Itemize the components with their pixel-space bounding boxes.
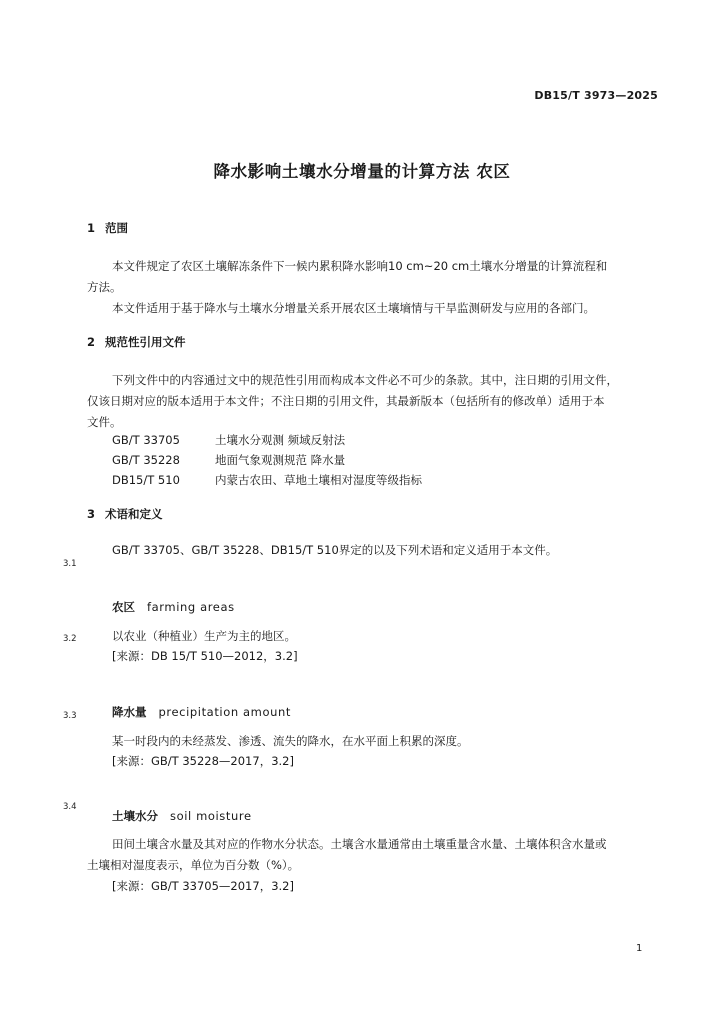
reference-code: GB/T 33705 bbox=[112, 433, 180, 447]
term-number: 3.3 bbox=[63, 711, 77, 721]
term-number: 3.2 bbox=[63, 634, 77, 644]
document-title: 降水影响土壤水分增量的计算方法 农区 bbox=[213, 162, 511, 181]
reference-code: GB/T 35228 bbox=[112, 453, 180, 467]
reference-item bbox=[112, 432, 345, 448]
term-zh: 降水量 bbox=[112, 705, 147, 719]
term-definition bbox=[87, 834, 607, 897]
text-line: 下列文件中的内容通过文中的规范性引用而构成本文件必不可少的条款。其中，注日期的引用文件， bbox=[112, 373, 618, 387]
section-title: 术语和定义 bbox=[105, 507, 163, 521]
term-number: 3.4 bbox=[63, 802, 77, 812]
page-number: 1 bbox=[636, 943, 643, 954]
term-zh: 土壤水分 bbox=[112, 809, 158, 823]
text-line: 仅该日期对应的版本适用于本文件；不注日期的引用文件，其最新版本（包括所有的修改单）适用于本 bbox=[87, 394, 605, 408]
reference-item bbox=[112, 452, 345, 468]
normative-references-paragraph bbox=[87, 370, 618, 433]
text-line: 田间土壤含水量及其对应的作物水分状态。土壤含水量通常由土壤重量含水量、土壤体积含水量或 bbox=[112, 837, 607, 851]
section-title: 规范性引用文件 bbox=[105, 335, 186, 349]
term-en: precipitation amount bbox=[158, 705, 291, 719]
section-number: 3 bbox=[87, 507, 96, 521]
text-line: 土壤相对湿度表示，单位为百分数（%）。 bbox=[87, 858, 300, 872]
reference-name: 地面气象观测规范 降水量 bbox=[215, 453, 346, 467]
term-en: farming areas bbox=[147, 600, 235, 614]
section-number: 2 bbox=[87, 335, 96, 349]
terms-intro: GB/T 33705、GB/T 35228、DB15/T 510界定的以及下列术语和定义适用于本文件。 bbox=[112, 543, 558, 557]
term-en: soil moisture bbox=[170, 809, 252, 823]
term-source: [来源：GB/T 35228—2017，3.2] bbox=[112, 754, 294, 768]
term-zh: 农区 bbox=[112, 600, 135, 614]
term-heading bbox=[112, 599, 235, 615]
term-source: [来源：DB 15/T 510—2012，3.2] bbox=[112, 649, 298, 663]
scope-paragraph bbox=[87, 256, 607, 319]
section-3-heading bbox=[87, 506, 163, 522]
reference-name: 内蒙古农田、草地土壤相对湿度等级指标 bbox=[215, 473, 422, 487]
text-line: 本文件适用于基于降水与土壤水分增量关系开展农区土壤墒情与干旱监测研发与应用的各部门。 bbox=[112, 301, 595, 315]
term-source: [来源：GB/T 33705—2017，3.2] bbox=[112, 879, 294, 893]
term-definition: 以农业（种植业）生产为主的地区。 bbox=[112, 629, 296, 643]
text-line: 本文件规定了农区土壤解冻条件下一候内累积降水影响10 cm~20 cm土壤水分增量的计算流程和 bbox=[112, 259, 608, 273]
term-heading bbox=[112, 704, 291, 720]
section-title: 范围 bbox=[105, 221, 128, 235]
term-number: 3.1 bbox=[63, 559, 77, 569]
document-code: DB15/T 3973—2025 bbox=[534, 89, 658, 102]
section-number: 1 bbox=[87, 221, 96, 235]
section-1-heading bbox=[87, 220, 128, 236]
reference-name: 土壤水分观测 频域反射法 bbox=[215, 433, 346, 447]
reference-item bbox=[112, 472, 422, 488]
section-2-heading bbox=[87, 334, 186, 350]
reference-code: DB15/T 510 bbox=[112, 473, 180, 487]
text-line: 文件。 bbox=[87, 415, 122, 429]
text-line: 方法。 bbox=[87, 280, 122, 294]
term-heading bbox=[112, 808, 252, 824]
term-definition: 某一时段内的未经蒸发、渗透、流失的降水，在水平面上积累的深度。 bbox=[112, 734, 469, 748]
